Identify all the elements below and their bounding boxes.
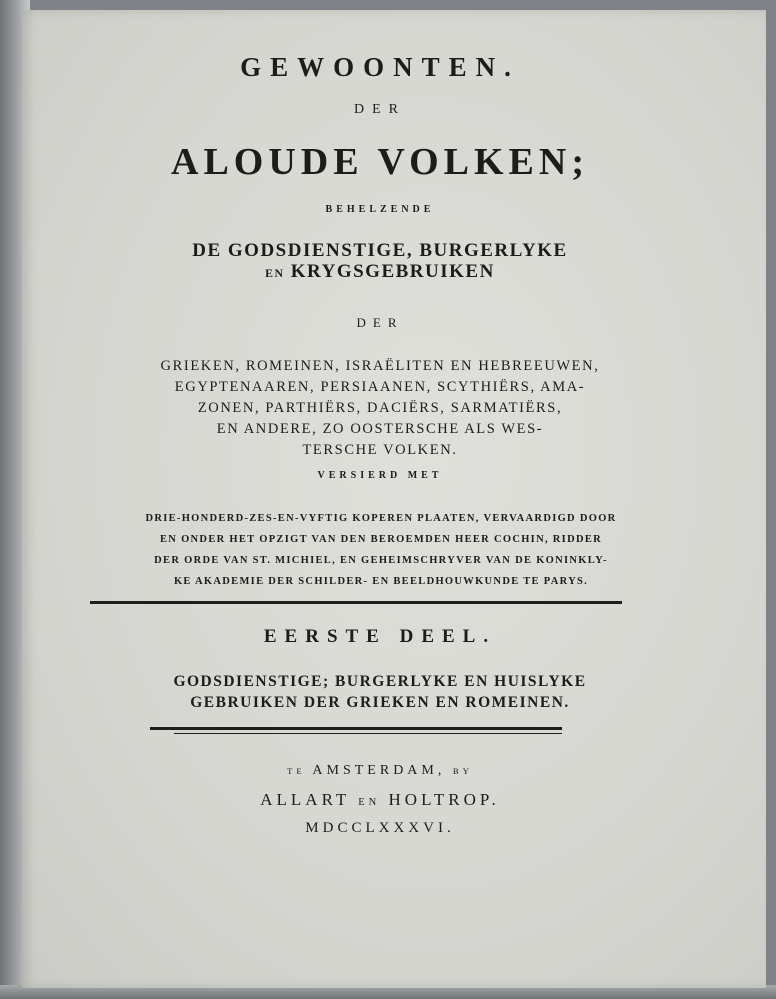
main-title: ALOUDE VOLKEN; — [171, 141, 589, 183]
imprint-by: BY — [452, 766, 473, 776]
peoples-line: TERSCHE VOLKEN. — [302, 442, 458, 458]
title-line-behelzende: BEHELZENDE — [325, 204, 435, 215]
peoples-block — [8, 356, 752, 461]
peoples-line: EN ANDERE, ZO OOSTERSCHE ALS WES- — [216, 421, 544, 437]
imprint-place — [8, 763, 752, 779]
divider-rule — [90, 601, 622, 604]
volume-title: EERSTE DEEL. — [263, 626, 497, 647]
double-rule-thick — [150, 727, 562, 730]
subject-krygsgebruiken: KRYGSGEBRUIKEN — [290, 261, 495, 282]
peoples-line: EGYPTENAAREN, PERSIAANEN, SCYTHIËRS, AMA- — [174, 379, 586, 395]
plates-line: DER ORDE VAN ST. MICHIEL, EN GEHEIMSCHRYVER VAN DE KONINKLY- — [154, 555, 608, 566]
subject-en-word: EN — [265, 267, 285, 280]
volume-subtitle — [8, 671, 752, 713]
title-line-der-2: DER — [356, 315, 404, 330]
versierd-met: VERSIERD MET — [317, 470, 443, 481]
plates-line: KE AKADEMIE DER SCHILDER- EN BEELDHOUWKUNDE TE PARYS. — [173, 576, 589, 587]
subject-line-1: DE GODSDIENSTIGE, BURGERLYKE — [192, 240, 568, 261]
publisher — [8, 790, 752, 810]
publisher-allart: ALLART — [260, 790, 350, 809]
plates-line: EN ONDER HET OPZIGT VAN DEN BEROEMDEN HEER COCHIN, RIDDER — [159, 534, 603, 545]
imprint-te: TE — [287, 766, 306, 776]
title-line-der: DER — [354, 102, 406, 117]
title-line-gewoonten: GEWOONTEN. — [240, 52, 520, 82]
publisher-holtrop: HOLTROP. — [388, 790, 500, 809]
publication-year: MDCCLXXXVI. — [305, 820, 455, 836]
plates-line: DRIE-HONDERD-ZES-EN-VYFTIG KOPEREN PLAATEN, VERVAARDIGD DOOR — [145, 513, 617, 524]
peoples-line: GRIEKEN, ROMEINEN, ISRAËLITEN EN HEBREEUWEN, — [160, 358, 600, 374]
volume-subtitle-line: GODSDIENSTIGE; BURGERLYKE EN HUISLYKE — [173, 673, 587, 690]
volume-subtitle-line: GEBRUIKEN DER GRIEKEN EN ROMEINEN. — [190, 694, 570, 711]
subject-line-2 — [8, 261, 752, 283]
publisher-en: EN — [358, 797, 381, 808]
plates-block — [9, 508, 753, 592]
title-page — [22, 10, 766, 988]
double-rule-thin — [174, 733, 562, 734]
peoples-line: ZONEN, PARTHIËRS, DACIËRS, SARMATIËRS, — [197, 400, 563, 416]
imprint-amsterdam: AMSTERDAM, — [312, 763, 446, 778]
